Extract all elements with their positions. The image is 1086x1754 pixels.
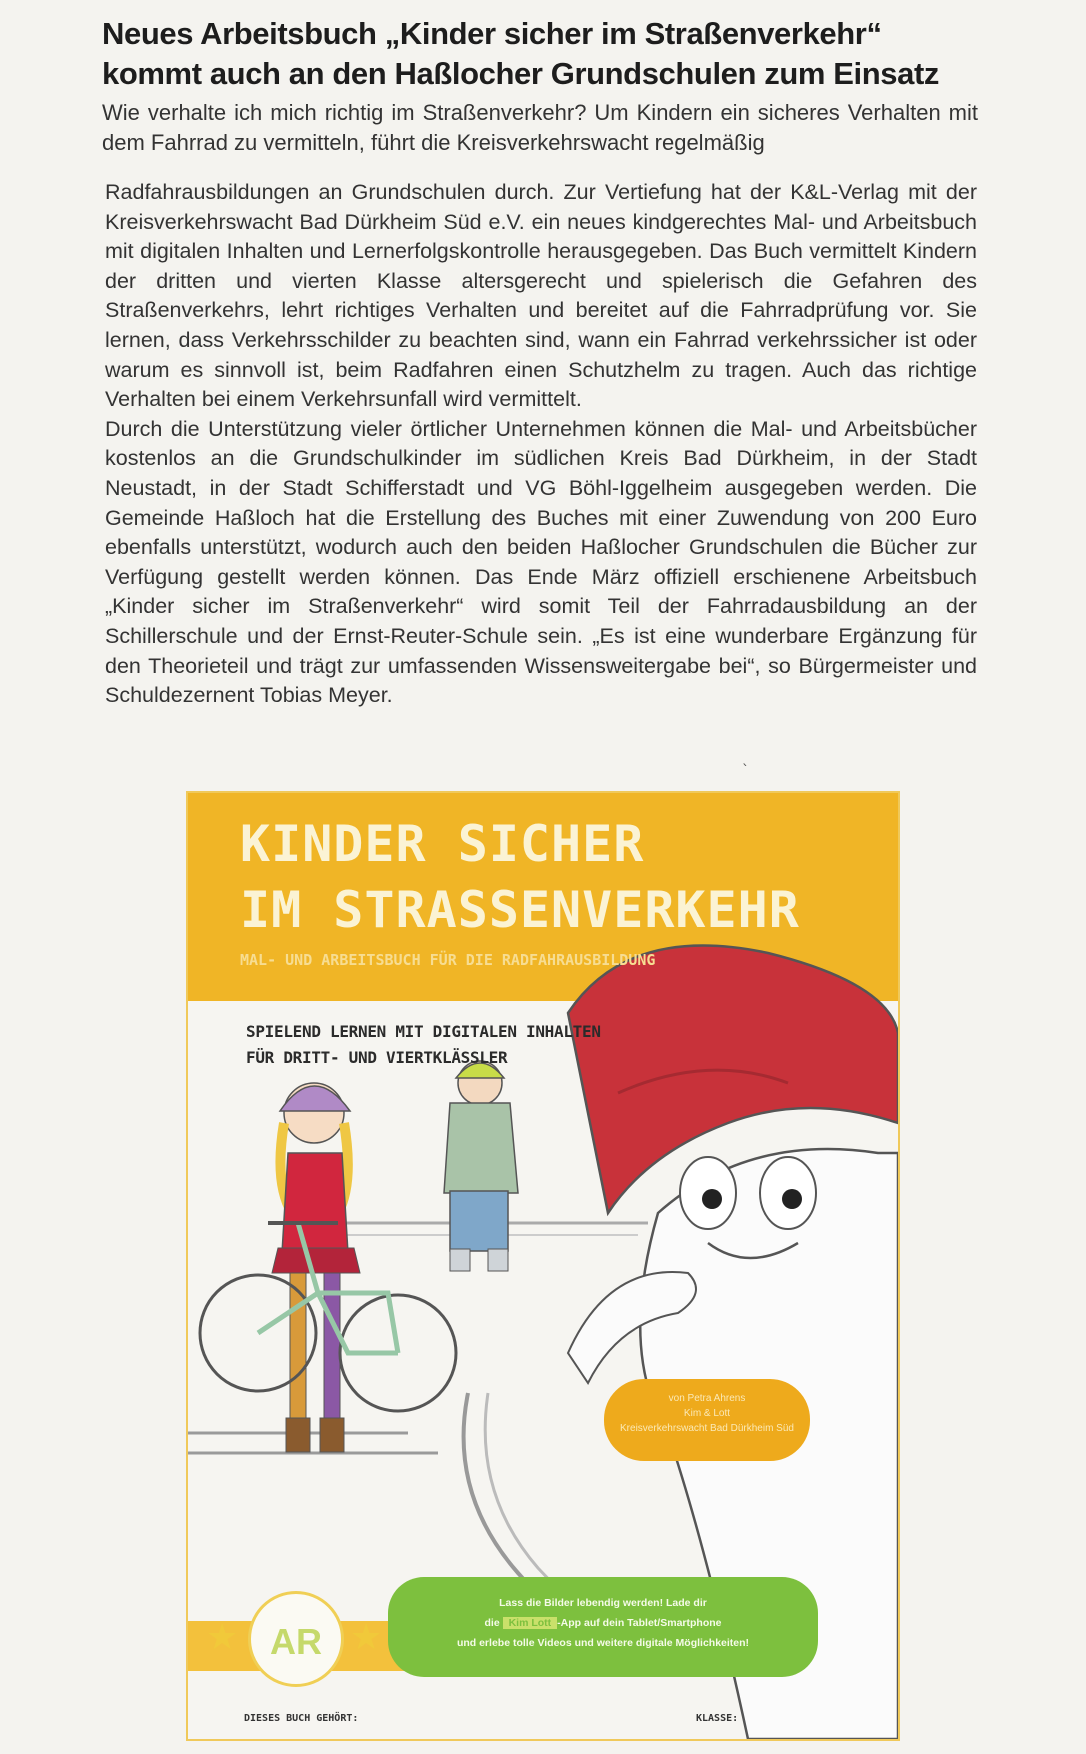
author-line: Kim & Lott (683, 1408, 731, 1419)
author-credits (604, 1379, 810, 1461)
ar-notice-line-1: Lass die Bilder lebendig werden! Lade dir (499, 1597, 707, 1609)
cover-slogan-line-2: FÜR DRITT- UND VIERTKLÄSSLER (246, 1048, 508, 1067)
ar-notice-line-3: und erlebe tolle Videos und weitere digitale Möglichkeiten! (456, 1637, 750, 1649)
book-cover-image (186, 791, 900, 1741)
owner-label: DIESES BUCH GEHÖRT: (244, 1713, 359, 1724)
class-label: KLASSE: (696, 1713, 739, 1724)
ar-badge: AR (248, 1591, 344, 1687)
cover-subtitle: MAL- UND ARBEITSBUCH FÜR DIE RADFAHRAUSBILDUNG (240, 951, 656, 969)
app-name: Kim Lott (503, 1617, 558, 1629)
star-icon: ★ (206, 1617, 239, 1658)
girl-with-bike-figure (200, 1083, 456, 1452)
ar-notice-suffix: -App auf dein Tablet/Smartphone (557, 1617, 722, 1629)
article-lead: Wie verhalte ich mich richtig im Straßenverkehr? Um Kindern ein sicheres Verhalten mit dem Fahrrad zu vermitteln, führt die Kreisverkehrswacht regelmäßig (102, 100, 978, 155)
cover-slogan-line-1: SPIELEND LERNEN MIT DIGITALEN INHALTEN (246, 1022, 601, 1041)
paragraph: Durch die Unterstützung vieler örtlicher Unternehmen können die Mal- und Arbeitsbücher kostenlos an die Grundschulkinder im südlichen Kreis Bad Dürkheim, in der Stadt Neustadt, in der Stadt Schifferstadt und VG Böhl-Iggelheim ausgegeben werden. Die Gemeinde Haßloch hat die Erstellung des Buches mit einer Zuwendung von 200 Euro ebenfalls unterstützt, wodurch auch den beiden Haßlocher Grundschulen die Bücher zur Verfügung gestellt werden können. Das Ende März offiziell erschienene Arbeitsbuch „Kinder sicher im Straßenverkehr“ wird somit Teil der Fahrradausbildung an der Schillerschule und der Ernst-Reuter-Schule sein. „Es ist eine wunderbare Ergänzung für den Theorieteil und trägt zur umfassenden Wissensweitergabe bei“, so Bürgermeister und Schuldezernent Tobias Meyer. (105, 416, 977, 708)
article-headline (102, 14, 982, 94)
headline-line-2: kommt auch an den Haßlocher Grundschulen zum Einsatz (102, 56, 940, 91)
cover-slogan (246, 1019, 666, 1071)
cover-title-line-1: KINDER SICHER (240, 815, 645, 873)
author-line: von Petra Ahrens (668, 1393, 746, 1404)
cover-title-line-2: IM STRASSENVERKEHR (240, 881, 800, 939)
cover-title (240, 811, 880, 943)
ar-notice-line-2 (388, 1613, 818, 1633)
star-icon: ★ (350, 1617, 383, 1658)
author-line: Kreisverkehrswacht Bad Dürkheim Süd (620, 1423, 794, 1434)
cover-footer (188, 1699, 898, 1739)
article-body (105, 178, 977, 711)
headline-line-1: Neues Arbeitsbuch „Kinder sicher im Straßenverkehr“ (102, 16, 882, 51)
ar-app-notice (388, 1577, 818, 1677)
paragraph: Radfahrausbildungen an Grundschulen durch. Zur Vertiefung hat der K&L-Verlag mit der Kreisverkehrswacht Bad Dürkheim Süd e.V. ein neues kindgerechtes Mal- und Arbeitsbuch mit digitalen Inhalten und Lernerfolgskontrolle herausgegeben. Das Buch vermittelt Kindern der dritten und vierten Klasse altersgerecht und spielerisch die Gefahren des Straßenverkehrs, lehrt richtiges Verhalten und bereitet auf die Fahrradprüfung vor. Sie lernen, dass Verkehrsschilder zu beachten sind, wann ein Fahrrad verkehrssicher ist oder warum es sinnvoll ist, beim Radfahren einen Schutzhelm zu tragen. Auch das richtige Verhalten bei einem Verkehrsunfall wird vermittelt. (105, 180, 977, 412)
ar-notice-prefix: die (484, 1617, 500, 1629)
scan-artifact: ˋ (742, 763, 749, 779)
boy-figure (444, 1061, 518, 1271)
